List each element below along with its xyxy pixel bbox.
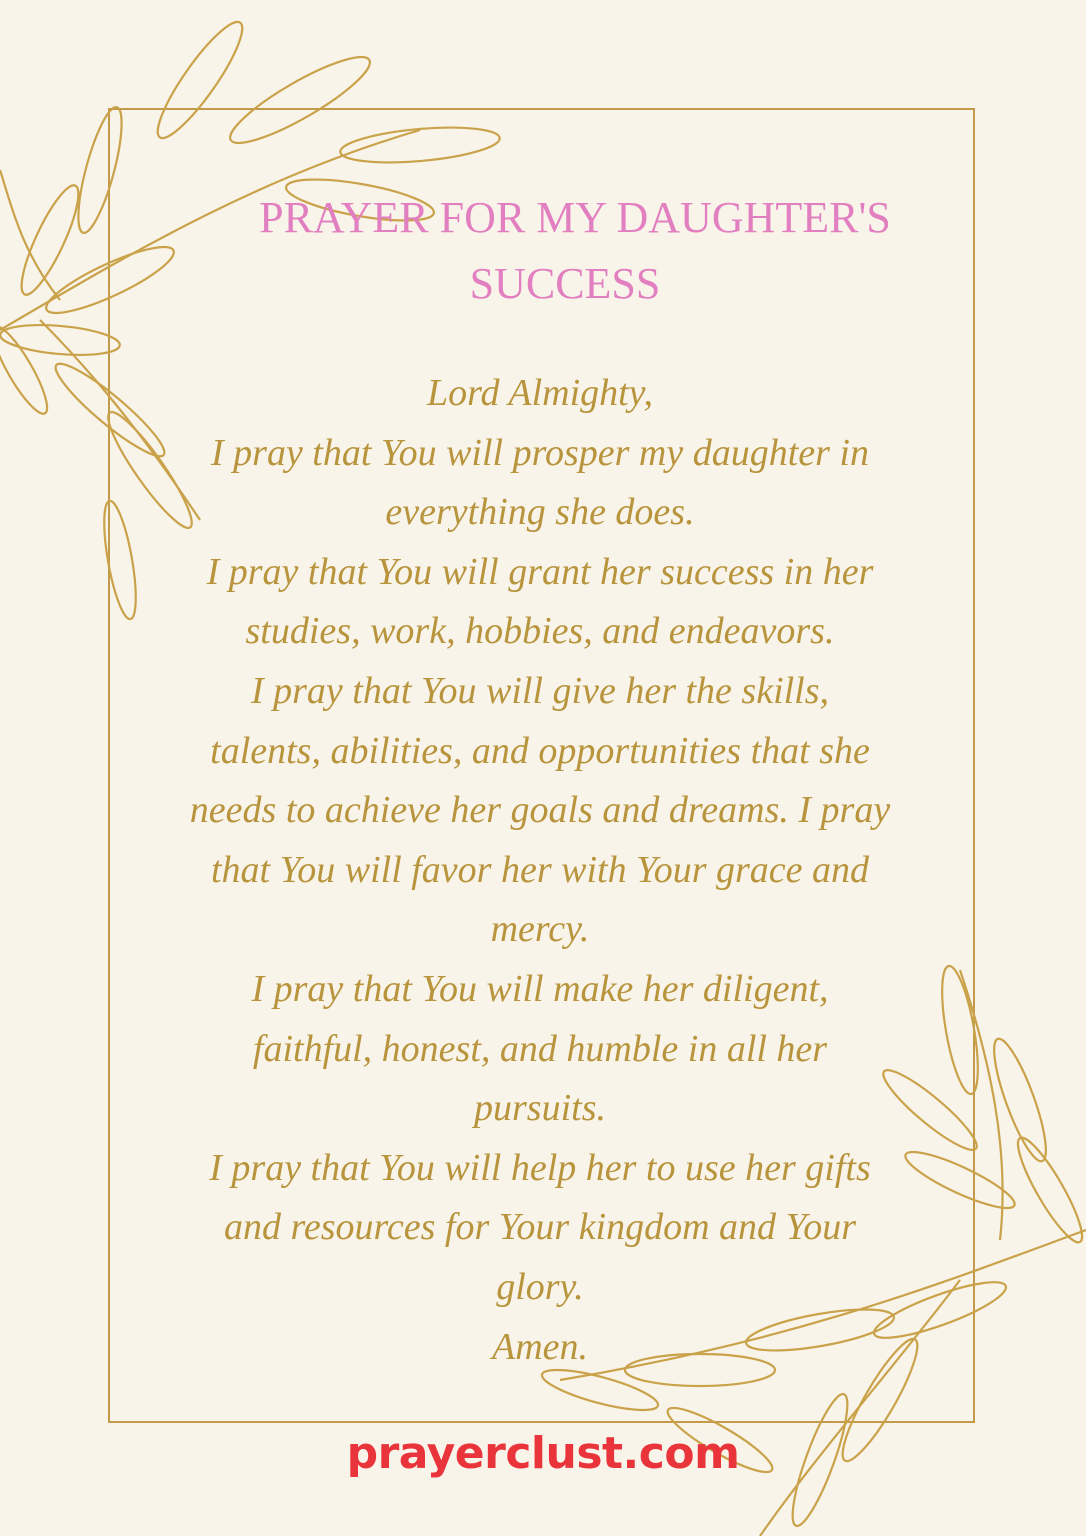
prayer-line: I pray that You will grant her success in her (206, 550, 874, 593)
prayer-line: I pray that You will help her to use her gifts (209, 1146, 871, 1189)
prayer-line: that You will favor her with Your grace and (210, 848, 870, 891)
prayer-title-line-1: PRAYER FOR MY DAUGHTER'S (259, 193, 891, 242)
prayer-line: Lord Almighty, (427, 372, 653, 414)
prayer-line: pursuits. (474, 1087, 606, 1130)
prayer-line: and resources for Your kingdom and Your (223, 1206, 856, 1249)
prayer-line: everything she does. (385, 491, 695, 534)
prayer-body (100, 364, 980, 1377)
prayer-line: studies, work, hobbies, and endeavors. (245, 610, 835, 653)
prayer-line: I pray that You will prosper my daughter in (211, 431, 869, 474)
prayer-line: I pray that You will give her the skills, (250, 669, 830, 712)
prayer-line: mercy. (490, 908, 590, 951)
prayer-line: I pray that You will make her diligent, (251, 967, 829, 1010)
prayer-title-line-2: SUCCESS (469, 259, 661, 308)
prayer-line: needs to achieve her goals and dreams. I pray (189, 789, 891, 832)
prayer-line: Amen. (491, 1325, 589, 1368)
prayer-line: faithful, honest, and humble in all her (252, 1027, 828, 1070)
website-footer: prayerclust.com (346, 1428, 740, 1479)
prayer-line: glory. (496, 1265, 584, 1308)
prayer-line: talents, abilities, and opportunities that she (210, 729, 870, 772)
